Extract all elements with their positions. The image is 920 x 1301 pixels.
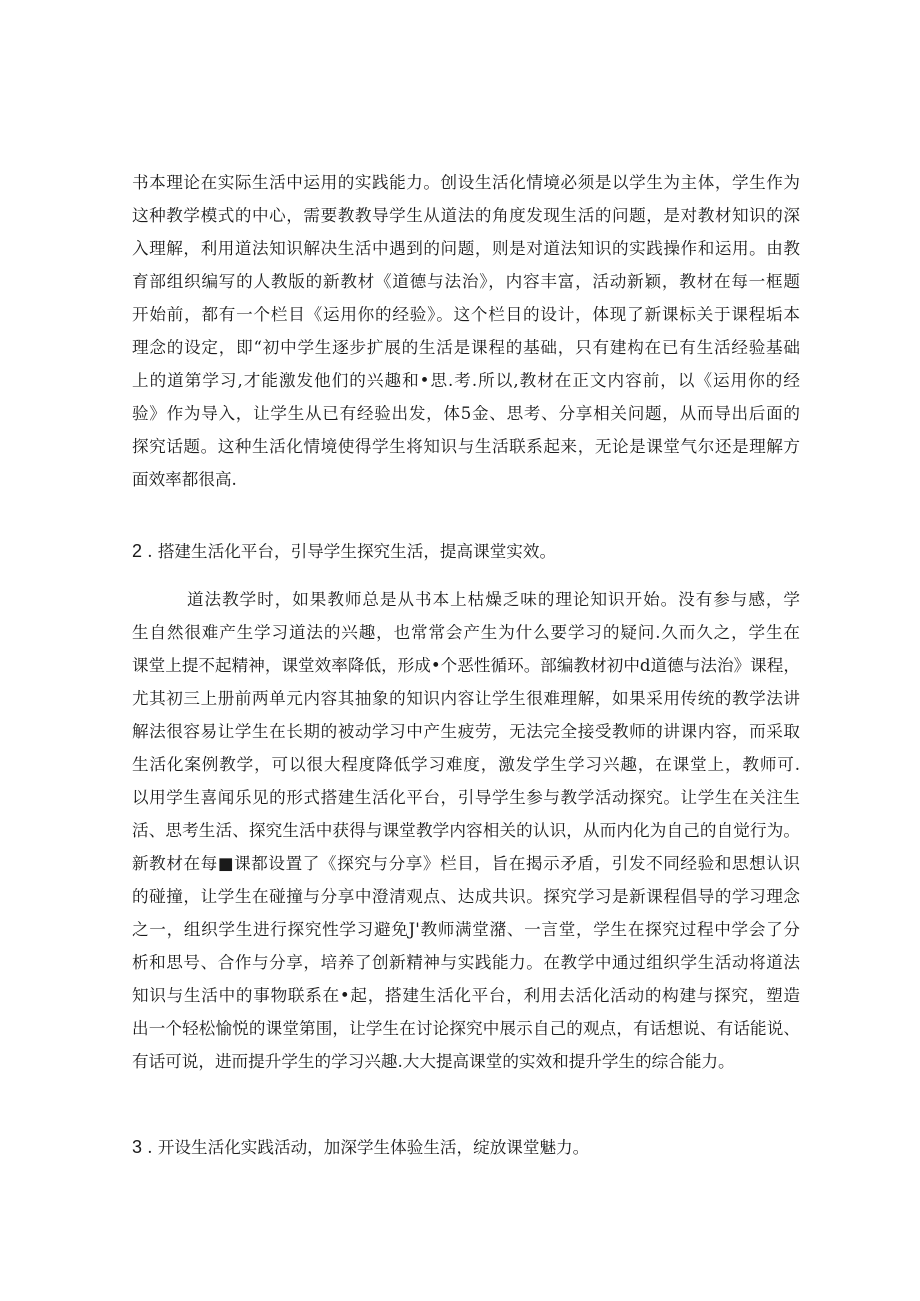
paragraph-line: 生自然很难产生学习道法的兴趣，也常常会产生为什么要学习的疑问.久而久之，学生在 xyxy=(132,623,800,642)
paragraph-2 xyxy=(132,583,800,1078)
paragraph-line: 课堂上提不起精神，课堂效率降低，形成•个恶性循环。部编教材初中d道德与法治》课程， xyxy=(132,656,800,675)
paragraph-line: 探究话题。这种生活化情境使得学生将知识与生活联系起来，无论是课堂气尔还是理解方 xyxy=(132,437,800,456)
paragraph-line: 有话可说，进而提升学生的学习兴趣.大大提高课堂的实效和提升学生的综合能力。 xyxy=(132,1052,735,1071)
paragraph-line: 道法教学时，如果教师总是从书本上枯燥乏味的理论知识开始。没有参与感，学 xyxy=(187,590,800,609)
paragraph-line: 上的道第学习,才能激发他们的兴趣和•思.考.所以,教材在正文内容前，以《运用你的经 xyxy=(132,371,800,390)
paragraph-line: 生活化案例教学，可以很大程度降低学习难度，激发学生学习兴趣，在课堂上，教师可. xyxy=(132,755,800,774)
paragraph-line: 解法很容易让学生在长期的被动学习中产生疲劳，无法完全接受教师的讲课内容，而采取 xyxy=(132,722,800,741)
section-heading-2 xyxy=(132,535,556,568)
paragraph-line: 的碰撞，让学生在碰撞与分享中澄清观点、达成共识。探究学习是新课程倡导的学习理念 xyxy=(132,887,800,906)
paragraph-line: 育部组织编写的人教版的新教材《道德与法治》，内容丰富，活动新颖，教材在每一框题 xyxy=(132,272,800,291)
paragraph-line: 析和思号、合作与分享，培养了创新精神与实践能力。在教学中通过组织学生活动将道法 xyxy=(132,953,800,972)
paragraph-line: 活、思考生活、探究生活中获得与课堂教学内容相关的认识，从而内化为自己的自觉行为。 xyxy=(132,821,800,840)
paragraph-line: 尤其初三上册前两单元内容其抽象的知识内容让学生很难理解，如果采用传统的教学法讲 xyxy=(132,689,800,708)
paragraph-line: 入理解，利用道法知识解决生活中遇到的问题，则是对道法知识的实践操作和运用。由教 xyxy=(132,239,800,258)
paragraph-line: 以用学生喜闻乐见的形式搭建生活化平台，引导学生参与教学活动探究。让学生在关注生 xyxy=(132,788,800,807)
paragraph-line: 验》作为导入，让学生从已有经验出发，体5金、思考、分享相关问题，从而导出后面的 xyxy=(132,404,800,423)
heading-text: . 开设生活化实践活动，加深学生体验生活，绽放课堂魅力。 xyxy=(142,1138,590,1157)
heading-number: 2 xyxy=(132,541,143,561)
paragraph-line: 之一，组织学生进行探究性学习避免J'教师满堂潴、一言堂，学生在探究过程中学会了分 xyxy=(132,920,800,939)
paragraph-line: 面效率都很高. xyxy=(132,470,237,489)
paragraph-line: 这种教学模式的中心，需要教教导学生从道法的角度发现生活的问题，是对教材知识的深 xyxy=(132,206,800,225)
paragraph-line: 理念的设定，即“初中学生逐步扩展的生活是课程的基础，只有建构在已有生活经验基础 xyxy=(132,338,800,357)
paragraph-line: 知识与生活中的事物联系在•起，搭建生活化平台，利用去活化活动的构建与探究，塑造 xyxy=(132,986,800,1005)
section-heading-3 xyxy=(132,1131,589,1164)
paragraph-line: 新教材在每■课都设置了《探究与分享》栏目，旨在揭示矛盾，引发不同经验和思想认识 xyxy=(132,854,800,873)
paragraph-line: 出一个轻松愉悦的课堂第围，让学生在讨论探究中展示自己的观点，有话想说、有话能说、 xyxy=(132,1019,800,1038)
heading-text: . 搭建生活化平台，引导学生探究生活，提高课堂实效。 xyxy=(142,542,557,561)
paragraph-line: 开始前，都有一个栏目《运用你的经验》。这个栏目的设计，体现了新课标关于课程垢本 xyxy=(132,305,800,324)
paragraph-line: 书本理论在实际生活中运用的实践能力。创设生活化情境必须是以学生为主体，学生作为 xyxy=(132,173,800,192)
paragraph-1 xyxy=(132,166,800,496)
heading-number: 3 xyxy=(132,1137,143,1157)
